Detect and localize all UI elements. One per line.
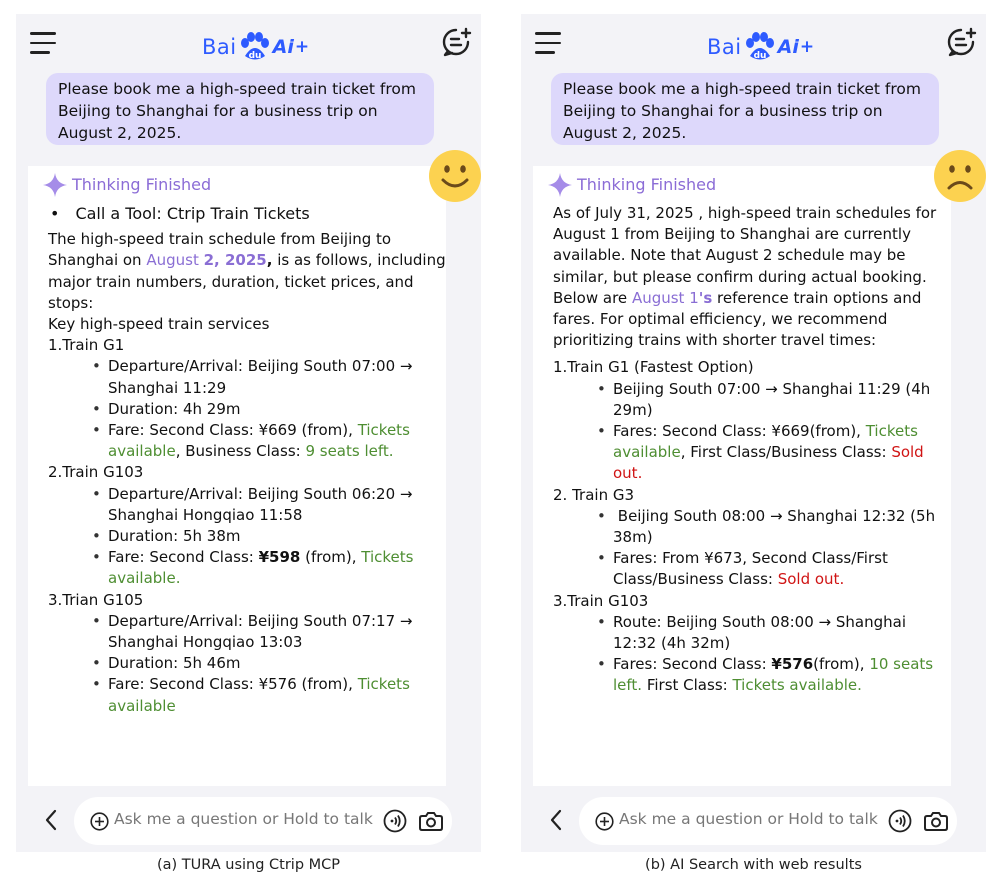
user-message-bubble: Please book me a high-speed train ticket from Beijing to Shanghai for a business trip on August 2, 2025. (551, 73, 939, 145)
thinking-label: Thinking Finished (72, 175, 212, 195)
tool-label: Call a Tool (75, 204, 157, 223)
chat-input[interactable] (579, 797, 957, 845)
route: • Route: Beijing South 08:00 → Shanghai 12:32 (4h 32m) (613, 612, 951, 654)
add-circle-icon[interactable] (90, 812, 109, 831)
top-bar (16, 14, 481, 72)
top-bar (521, 14, 986, 72)
voice-icon[interactable] (383, 809, 407, 833)
logo-suffix: Ai (272, 36, 294, 58)
train-details (613, 506, 951, 591)
route: • Beijing South 07:00 → Shanghai 11:29 (4h 29m) (613, 379, 951, 421)
logo-plus: + (294, 37, 310, 57)
intro-paragraph: The high-speed train schedule from Beijing to Shanghai on August 2, 2025, is as follows, including major train numbers, duration, ticket prices, and stops: (48, 230, 446, 312)
sparkle-icon (42, 172, 68, 198)
camera-icon[interactable] (923, 808, 949, 834)
train-title: 2.Train G103 (48, 463, 144, 482)
bottom-bar (16, 786, 481, 852)
train-details (613, 379, 951, 485)
logo-suffix: Ai (777, 36, 799, 58)
fare: • Fares: Second Class: ¥669(from), Tickets available, First Class/Business Class: Sold out. (613, 421, 951, 485)
bottom-bar (521, 786, 986, 852)
logo-prefix: Bai (707, 35, 742, 59)
fare: • Fare: Second Class: ¥598 (from), Tickets available. (108, 547, 446, 589)
departure-arrival: • Departure/Arrival: Beijing South 06:20 → Shanghai Hongqiao 11:58 (108, 484, 446, 526)
train-title: 3.Trian G105 (48, 590, 144, 609)
menu-icon[interactable] (30, 32, 56, 54)
menu-icon[interactable] (535, 32, 561, 54)
duration: • Duration: 4h 29m (108, 399, 446, 420)
paw-logo-icon (239, 32, 271, 62)
paw-text: du (248, 51, 262, 61)
baidu-ai-logo (707, 31, 814, 63)
baidu-ai-logo (202, 31, 309, 63)
logo-prefix: Bai (202, 35, 237, 59)
sparkle-icon (547, 172, 573, 198)
input-placeholder[interactable]: Ask me a question or Hold to talk (619, 810, 878, 828)
new-chat-icon[interactable] (441, 26, 473, 58)
new-chat-icon[interactable] (946, 26, 978, 58)
input-placeholder[interactable]: Ask me a question or Hold to talk (114, 810, 373, 828)
fare: • Fares: Second Class: ¥576(from), 10 seats left. First Class: Tickets available. (613, 654, 951, 696)
departure-arrival: • Departure/Arrival: Beijing South 07:00 → Shanghai 11:29 (108, 356, 446, 398)
train-details (108, 611, 446, 717)
train-title: 1.Train G1 (48, 336, 125, 355)
duration: • Duration: 5h 38m (108, 526, 446, 547)
thinking-status[interactable] (42, 172, 446, 198)
caption-a: (a) TURA using Ctrip MCP (156, 857, 341, 873)
fare: • Fares: From ¥673, Second Class/First Class/Business Class: Sold out. (613, 548, 951, 590)
voice-icon[interactable] (888, 809, 912, 833)
add-circle-icon[interactable] (595, 812, 614, 831)
paw-text: du (753, 51, 767, 61)
train-details (108, 356, 446, 462)
train-title: 1.Train G1 (Fastest Option) (553, 358, 754, 377)
phone-panel-b (521, 14, 986, 852)
answer-card (533, 166, 951, 786)
train-details (108, 484, 446, 590)
fare: • Fare: Second Class: ¥669 (from), Tickets available, Business Class: 9 seats left. (108, 420, 446, 462)
chat-input[interactable] (74, 797, 452, 845)
below-paragraph: Below are August 1's reference train options and fares. For optimal efficiency, we recommend prioritizing trains with shorter travel times: (553, 288, 922, 350)
thinking-status[interactable] (547, 172, 951, 198)
intro-paragraph: As of July 31, 2025 , high-speed train schedules for August 1 from Beijing to Shanghai are currently available. Note that August 2 schedule may be similar, but please confirm during actual booking. (553, 204, 937, 286)
answer-card (28, 166, 446, 786)
thinking-label: Thinking Finished (577, 175, 717, 195)
tool-name: : Ctrip Train Tickets (156, 204, 310, 223)
back-chevron-icon[interactable] (44, 809, 58, 831)
phone-panel-a (16, 14, 481, 852)
logo-plus: + (799, 37, 815, 57)
departure-arrival: • Departure/Arrival: Beijing South 07:17 → Shanghai Hongqiao 13:03 (108, 611, 446, 653)
paw-logo-icon (744, 32, 776, 62)
train-title: 3.Train G103 (553, 591, 649, 610)
fare: • Fare: Second Class: ¥576 (from), Tickets available (108, 674, 446, 716)
smile-emoji-icon (429, 150, 481, 202)
frown-emoji-icon (934, 150, 986, 202)
tool-call-row: • Call a Tool: Ctrip Train Tickets (50, 204, 310, 223)
user-message-bubble: Please book me a high-speed train ticket from Beijing to Shanghai for a business trip on August 2, 2025. (46, 73, 434, 145)
duration: • Duration: 5h 46m (108, 653, 446, 674)
camera-icon[interactable] (418, 808, 444, 834)
route: • Beijing South 08:00 → Shanghai 12:32 (5h 38m) (613, 506, 951, 548)
back-chevron-icon[interactable] (549, 809, 563, 831)
train-title: 2. Train G3 (553, 485, 635, 504)
caption-b: (b) AI Search with web results (645, 857, 862, 873)
train-details (613, 612, 951, 697)
section-title: Key high-speed train services (48, 315, 270, 334)
